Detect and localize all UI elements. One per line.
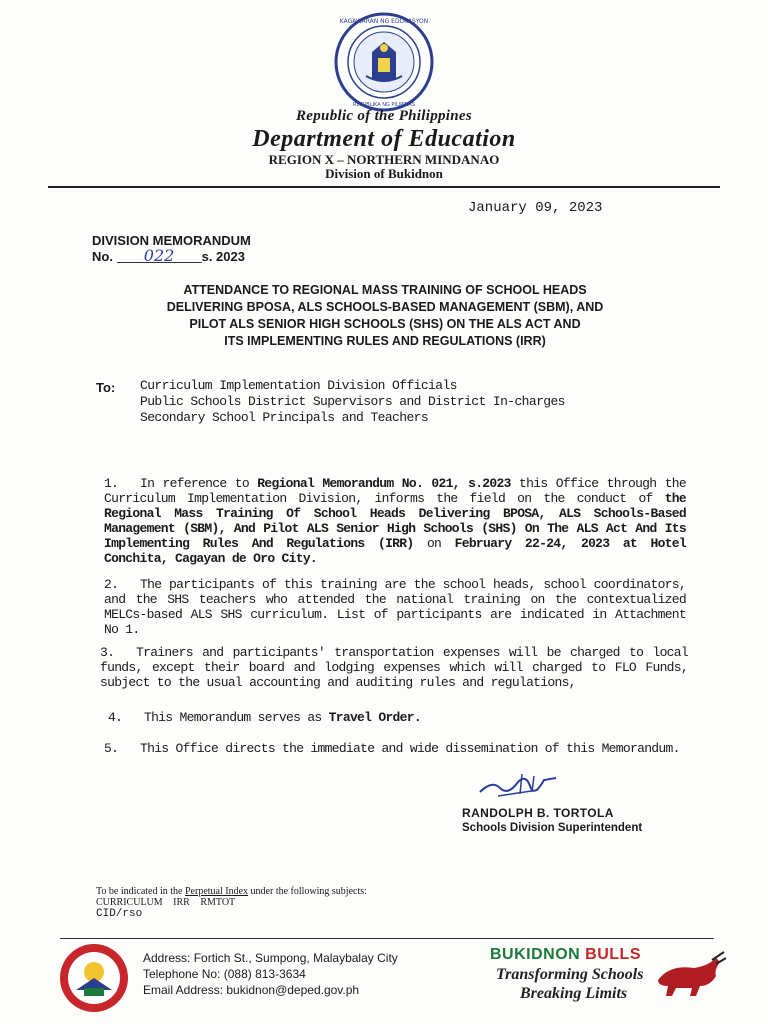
paragraph-text: Trainers and participants' transportation expenses will be charged to local funds, except their board and lodging expenses which will charged to FLO Funds, subject to the usual accounting and auditing rules and regulations, (100, 645, 688, 690)
recipient-item: Secondary School Principals and Teachers (140, 410, 429, 425)
footer-contact (143, 950, 398, 998)
paragraph-text: This Office directs the immediate and wide dissemination of this Memorandum. (140, 741, 680, 756)
paragraph-number: 5. (104, 741, 119, 756)
paragraph-number: 3. (100, 645, 115, 660)
memo-series: s. 2023 (201, 249, 245, 264)
recipient-item: Public Schools District Supervisors and District In-charges (140, 394, 565, 409)
paragraph-1 (104, 476, 686, 566)
paragraph-text: This Memorandum serves as (144, 710, 329, 725)
memo-no-prefix: No. (92, 249, 113, 264)
republic-label: Republic of the Philippines (295, 108, 473, 124)
bukidnon-bulls-brand (490, 946, 641, 964)
footer-email: Email Address: bukidnon@deped.gov.ph (143, 983, 360, 997)
index-text: To be indicated in the (96, 886, 185, 897)
recipients-list (140, 378, 565, 426)
svg-text:REPUBLIKA NG PILIPINAS: REPUBLIKA NG PILIPINAS (353, 102, 415, 108)
memo-date: January 09, 2023 (468, 200, 603, 216)
footer-address: Address: Fortich St., Sumpong, Malaybalay City (143, 951, 398, 965)
memo-number-line (92, 246, 245, 265)
memo-label: DIVISION MEMORANDUM (92, 233, 251, 248)
brand-bukidnon: BUKIDNON (490, 946, 581, 963)
tagline-transforming: Transforming Schools (496, 966, 644, 983)
recipient-item: Curriculum Implementation Division Officials (140, 378, 457, 393)
paragraph-number: 1. (104, 476, 119, 491)
reference-initials: CID/rso (96, 908, 143, 920)
svg-text:KAGAWARAN NG EDUKASYON: KAGAWARAN NG EDUKASYON (339, 18, 429, 25)
memo-title (100, 282, 670, 350)
travel-order-label: Travel Order. (328, 710, 421, 725)
to-label: To: (96, 380, 116, 395)
signatory-name: RANDOLPH B. TORTOLA (462, 806, 614, 820)
bull-icon (650, 950, 728, 1000)
signatory-title: Schools Division Superintendent (462, 822, 643, 834)
paragraph-3 (100, 645, 688, 690)
title-line: PILOT ALS SENIOR HIGH SCHOOLS (SHS) ON THE ALS ACT AND (189, 317, 581, 331)
footer-divider (60, 938, 714, 939)
deped-seal-logo (334, 12, 434, 112)
title-line: ITS IMPLEMENTING RULES AND REGULATIONS (IRR) (224, 334, 546, 348)
paragraph-text: this Office through the Curriculum Implementation Division, informs the field on the conduct of (104, 476, 687, 506)
perpetual-index-label: Perpetual Index (185, 886, 249, 897)
memo-number: 022 (117, 250, 202, 263)
training-date-venue: February 22-24, 2023 at Hotel Conchita, Cagayan de Oro City. (104, 536, 686, 566)
training-title: the Regional Mass Training Of School Heads Delivering BPOSA, ALS Schools-Based Management (SBM), And Pilot ALS Senior High Schools (SHS) On The ALS Act And Its Implementing Rules And Regulations (IRR) (104, 491, 686, 551)
paragraph-number: 2. (104, 577, 119, 592)
brand-bulls: BULLS (585, 946, 641, 963)
paragraph-4 (108, 710, 690, 725)
division-seal-logo (58, 942, 130, 1014)
title-line: DELIVERING BPOSA, ALS SCHOOLS-BASED MANAGEMENT (SBM), AND (166, 300, 604, 314)
title-line: ATTENDANCE TO REGIONAL MASS TRAINING OF SCHOOL HEADS (183, 283, 587, 297)
header-divider (48, 186, 720, 188)
regional-memo-ref: Regional Memorandum No. 021, s.2023 (257, 476, 511, 491)
division-label: Division of Bukidnon (325, 166, 443, 181)
paragraph-text: In reference to (140, 476, 258, 491)
paragraph-5 (104, 741, 686, 756)
region-label: REGION X – NORTHERN MINDANAO (268, 152, 500, 167)
department-name: Department of Education (252, 126, 516, 152)
tagline-breaking: Breaking Limits (520, 985, 628, 1002)
perpetual-index-note (96, 886, 367, 897)
footer-telephone: Telephone No: (088) 813-3634 (143, 967, 306, 981)
paragraph-number: 4. (108, 710, 123, 725)
signature-scribble (478, 770, 558, 800)
index-subjects: CURRICULUM IRR RMTOT (96, 897, 236, 908)
index-text: under the following subjects: (248, 886, 367, 897)
paragraph-text: The participants of this training are the school heads, school coordinators, and the SHS teachers who attended the national training on the contextualized MELCs-based ALS SHS curriculum. List of participants are indicated in Attachment No 1. (104, 577, 686, 637)
paragraph-2 (104, 577, 686, 637)
paragraph-text: on (413, 536, 455, 551)
